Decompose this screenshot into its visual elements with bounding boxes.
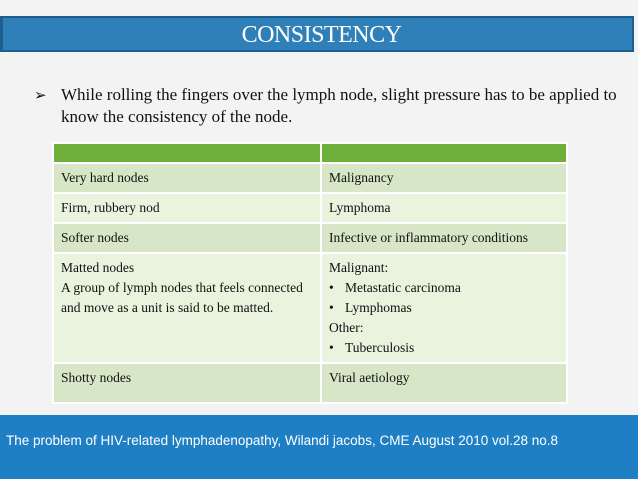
table-row	[53, 253, 567, 363]
cell-bullet-item: • Tuberculosis	[329, 338, 559, 358]
bullet-point	[34, 84, 624, 128]
cause-cell: Malignancy	[321, 163, 567, 193]
table-header-row	[53, 143, 567, 163]
cell-description: A group of lymph nodes that feels connected and move as a unit is said to be matted.	[61, 280, 303, 315]
cell-heading: Matted nodes	[61, 260, 135, 275]
slide-title: CONSISTENCY	[241, 22, 402, 48]
consistency-cell: Softer nodes	[53, 223, 321, 253]
table-header-cell	[321, 143, 567, 163]
title-bar	[0, 16, 634, 52]
source-citation: The problem of HIV-related lymphadenopathy, Wilandi jacobs, CME August 2010 vol.28 no.8	[6, 433, 559, 448]
consistency-cell: Very hard nodes	[53, 163, 321, 193]
cause-cell	[321, 253, 567, 363]
footer-bar	[0, 415, 638, 479]
arrow-bullet-icon: ➢	[34, 86, 47, 104]
cell-bullet-item: • Metastatic carcinoma	[329, 278, 559, 298]
consistency-cell: Firm, rubbery nod	[53, 193, 321, 223]
table-row	[53, 223, 567, 253]
cell-bullet-item: • Lymphomas	[329, 298, 559, 318]
cause-cell: Infective or inflammatory conditions	[321, 223, 567, 253]
consistency-cell: Shotty nodes	[53, 363, 321, 403]
table-row	[53, 193, 567, 223]
cell-heading: Malignant:	[329, 260, 389, 275]
consistency-cell	[53, 253, 321, 363]
table-header-cell	[53, 143, 321, 163]
cell-heading: Other:	[329, 320, 364, 335]
bullet-text: While rolling the fingers over the lymph node, slight pressure has to be applied to know the consistency of the node.	[61, 85, 617, 126]
cause-cell: Lymphoma	[321, 193, 567, 223]
cause-cell: Viral aetiology	[321, 363, 567, 403]
consistency-table	[52, 142, 568, 404]
table-row	[53, 363, 567, 403]
table-row	[53, 163, 567, 193]
